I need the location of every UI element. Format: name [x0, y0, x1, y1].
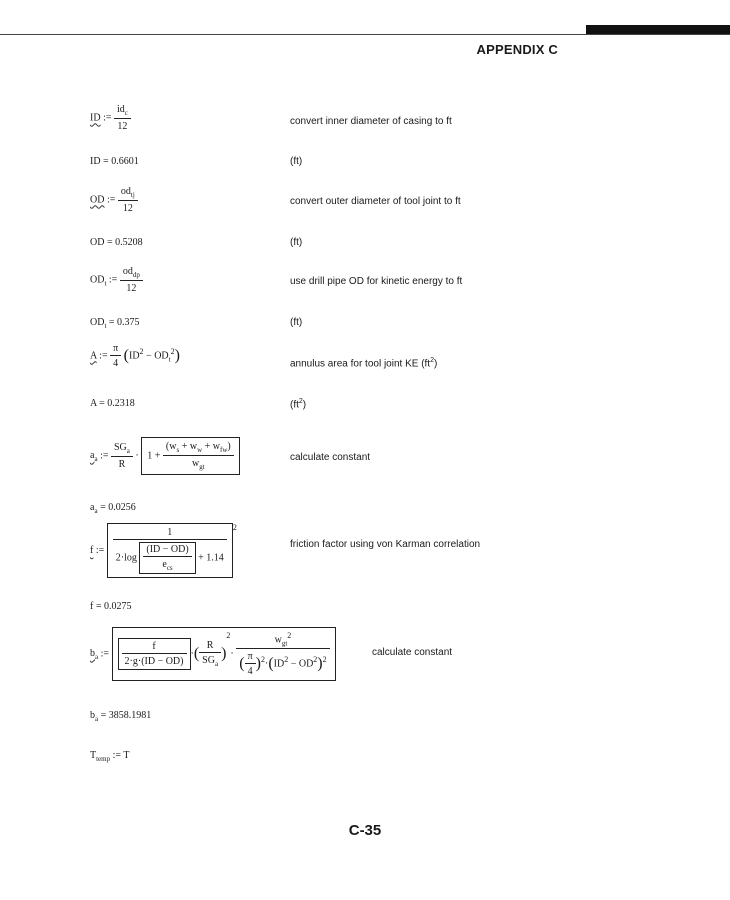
id-comment: convert inner diameter of casing to ft — [290, 116, 452, 127]
f-comment: friction factor using von Karman correlation — [290, 539, 481, 550]
odt-result: $OD_t = 0.375$ — [90, 317, 140, 330]
f-bracket: 1 2·log $\frac{(ID - OD)}{e_{cs}}$ + 1.14 — [107, 523, 233, 578]
f-definition: f := 1 2·log $\frac{(ID - OD)}{e_{cs}}$ + 1.14 $^2$ — [90, 523, 237, 578]
odt-unit: (ft) — [290, 317, 303, 328]
odt-definition: $OD_t$ := $\frac{od_{dp}}{12}$ — [90, 266, 143, 294]
odt-fraction: $\frac{od_{dp}}{12}$ — [120, 266, 143, 294]
id-result: ID = 0.6601 — [90, 156, 139, 167]
area-result: A = 0.2318 — [90, 398, 135, 409]
ttemp-definition: $T_{temp}$ := T — [90, 750, 130, 763]
ba-bracket: $\frac{f}{2\cdot g\cdot(ID - OD)}$ ·( $\frac{R}{SG_a}$ )$^2$· $w_{gt}^2$ ( $\frac{\pi}{4}$ )$^2\cdot(ID^2 - OD^2)^2$ — [112, 627, 336, 681]
od-result: OD = 0.5208 — [90, 237, 143, 248]
od-definition: OD := $\frac{od_{tj}}{12}$ — [90, 186, 138, 214]
ba-definition: $b_a$ := $\frac{f}{2\cdot g\cdot(ID - OD)}$ ·( $\frac{R}{SG_a}$ )$^2$· $w_{gt}^2$ ( $\frac{\pi}{4}$ )$^2\cdot(ID^2 - OD^2)^2$ — [90, 627, 336, 681]
od-comment: convert outer diameter of tool joint to ft — [290, 196, 461, 207]
area-comment: annulus area for tool joint KE $(ft^2)$ — [290, 357, 438, 370]
ba-comment: calculate constant — [372, 647, 453, 658]
page-number: C-35 — [348, 822, 382, 839]
area-definition: A := $\frac{\pi}{4}$ $(ID^2 - OD_t^2)$ — [90, 343, 180, 369]
header-rule — [0, 34, 730, 35]
area-unit: $(ft^2)$ — [290, 398, 307, 411]
aa-comment: calculate constant — [290, 452, 371, 463]
id-definition: ID := $\frac{id_c}{12}$ — [90, 104, 131, 132]
aa-bracket: 1 + $\frac{(w_s + w_w + w_{fw})}{w_{gt}}$ — [141, 437, 240, 475]
f-result: f = 0.0275 — [90, 601, 132, 612]
appendix-label: APPENDIX C — [476, 42, 558, 57]
ba-result: $b_a = 3858.1981$ — [90, 710, 152, 723]
id-unit: (ft) — [290, 156, 303, 167]
od-fraction: $\frac{od_{tj}}{12}$ — [118, 186, 138, 214]
odt-comment: use drill pipe OD for kinetic energy to ft — [290, 276, 463, 287]
id-fraction: $\frac{id_c}{12}$ — [114, 104, 131, 132]
aa-definition: $a_a$ := $\frac{SG_a}{R}$ · 1 + $\frac{(w_s + w_w + w_{fw})}{w_{gt}}$ — [90, 437, 240, 475]
aa-result: $a_a = 0.0256$ — [90, 502, 136, 515]
od-unit: (ft) — [290, 237, 303, 248]
